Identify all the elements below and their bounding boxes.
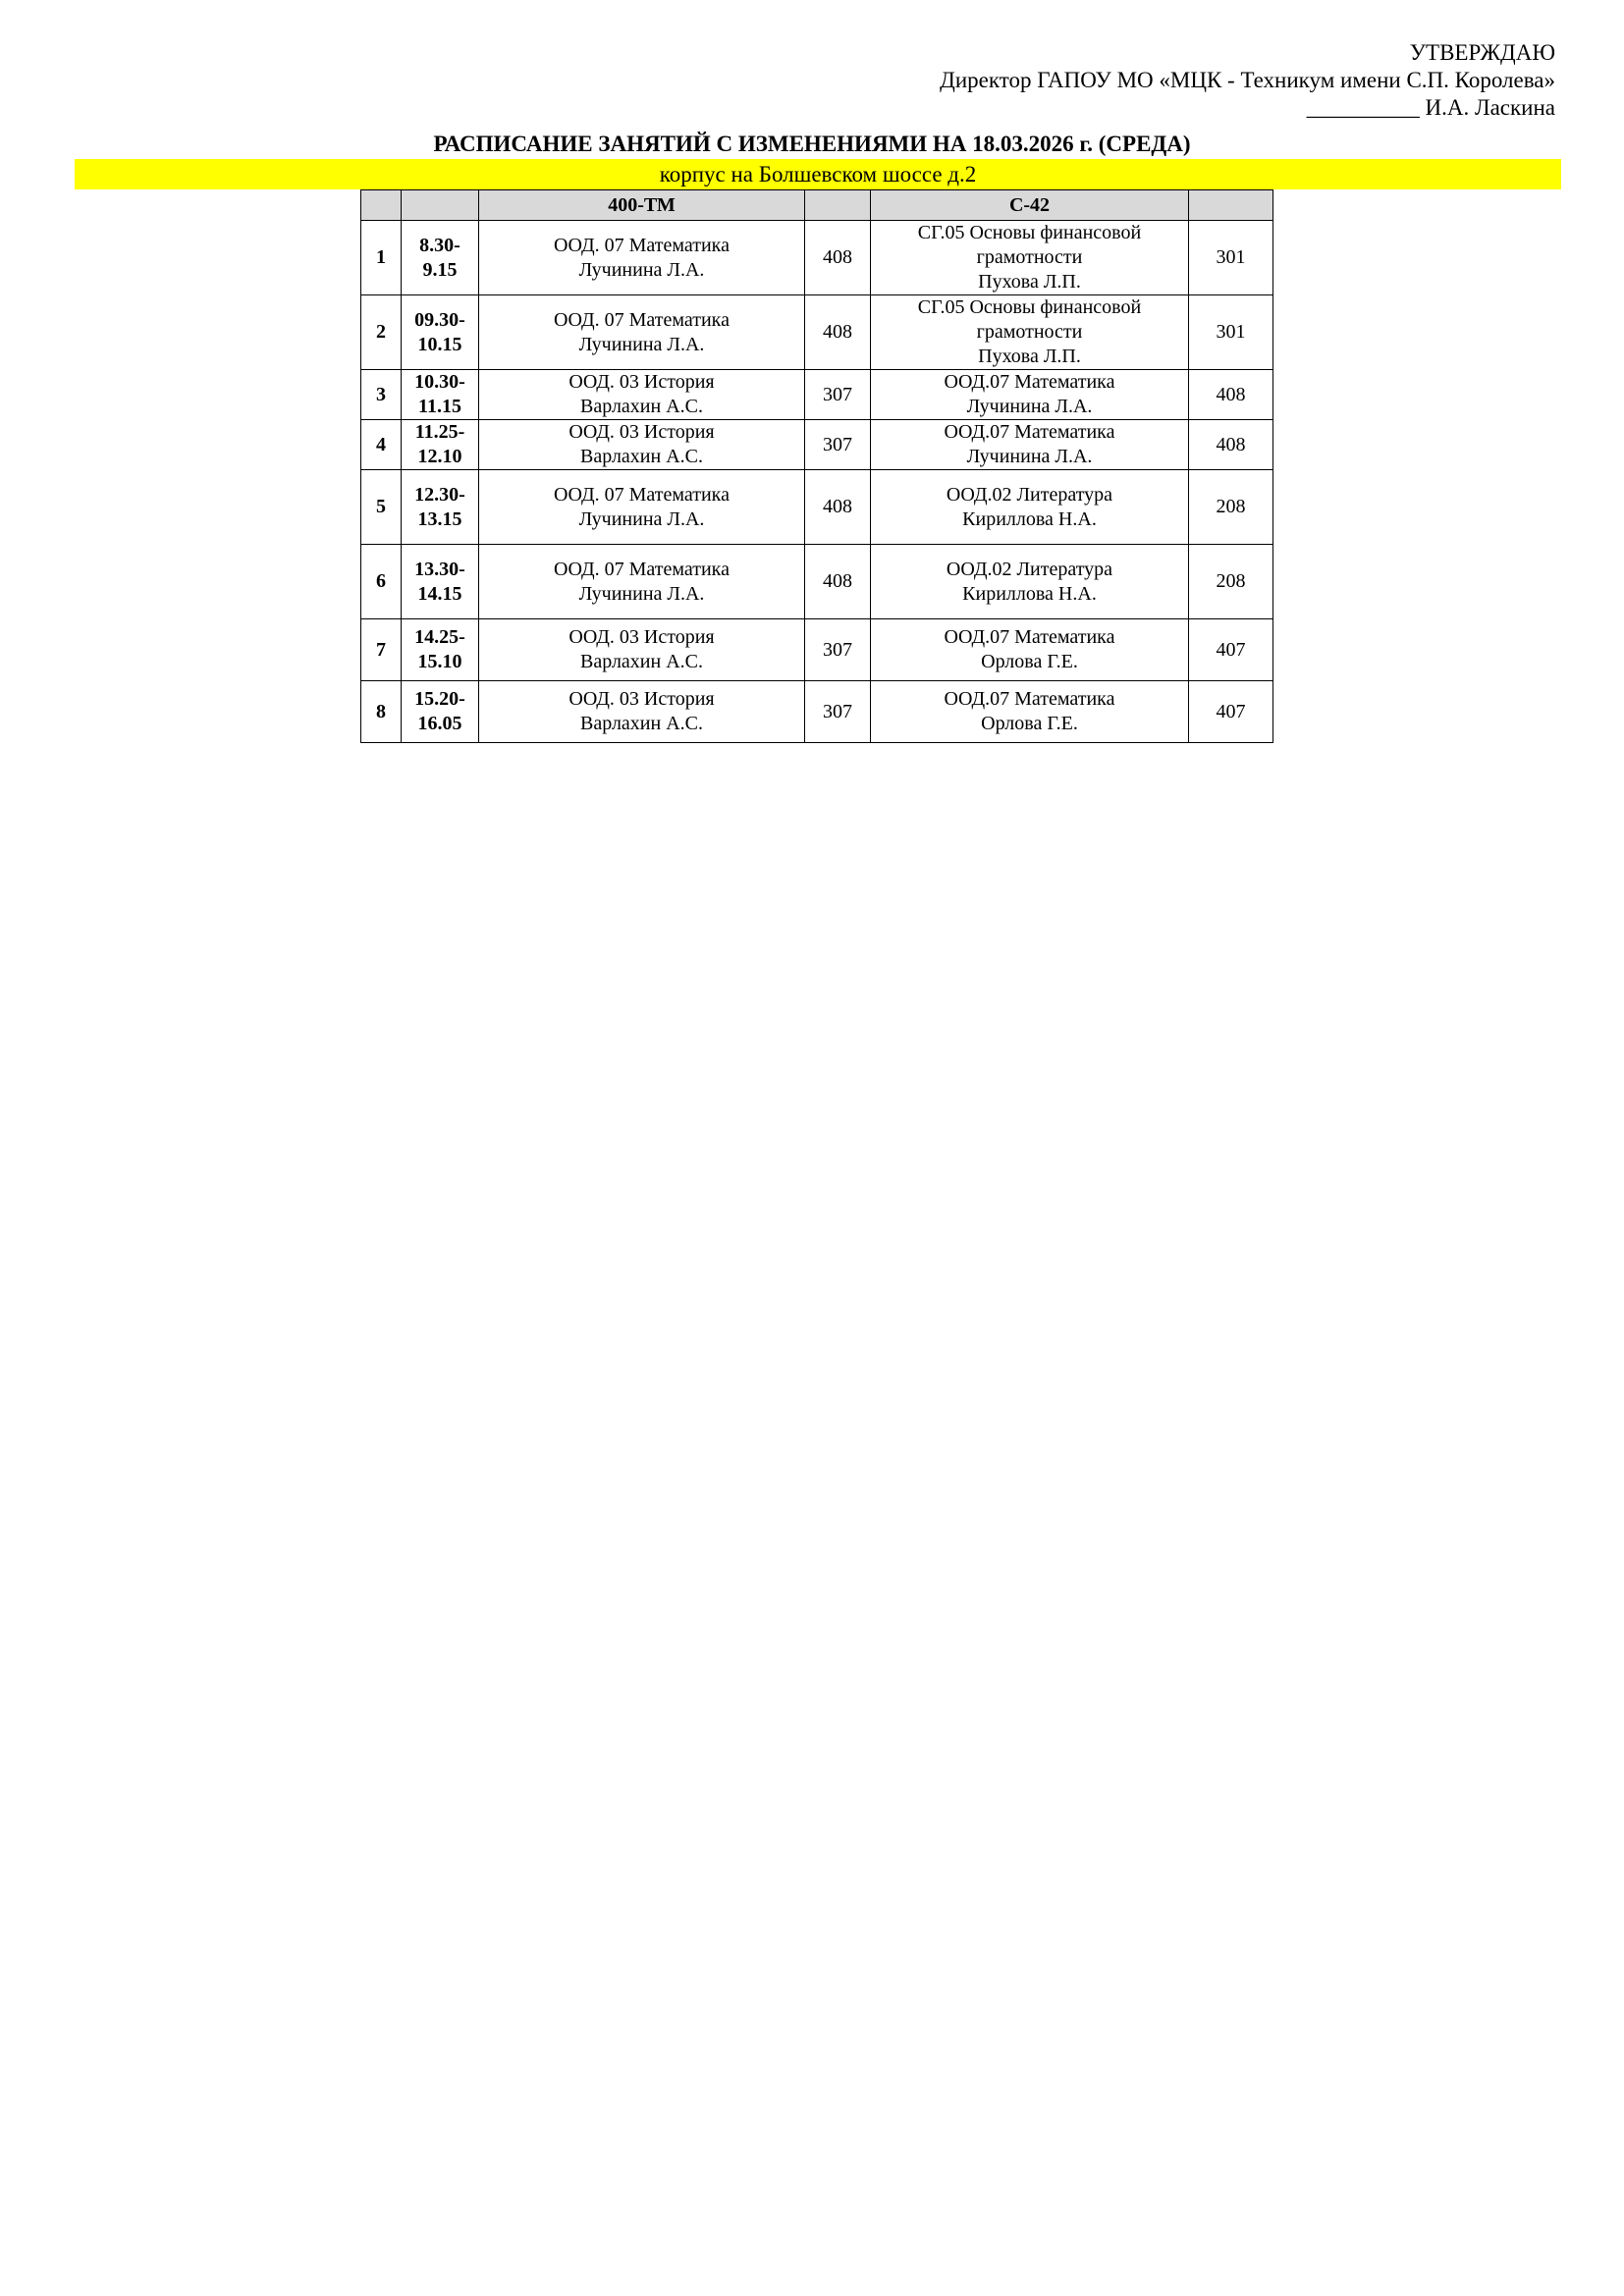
lesson-time-text: 15.20-	[414, 688, 465, 710]
lesson-number	[361, 370, 402, 420]
lesson-time-text: 8.30-	[419, 234, 460, 256]
lesson-number	[361, 681, 402, 743]
group-400tm-lesson-text: ООД. 07 Математика	[554, 308, 730, 331]
group-400tm-lesson-text: ООД. 03 История	[568, 688, 715, 710]
group-c42-lesson-text: Пухова Л.П.	[978, 346, 1081, 367]
table-header-row	[361, 190, 1273, 221]
group-400tm-room	[805, 470, 871, 545]
group-400tm-lesson-text: Варлахин А.С.	[580, 713, 703, 734]
group-400tm-room	[805, 295, 871, 370]
group-400tm-lesson	[479, 681, 805, 743]
table-row	[361, 370, 1273, 420]
group-400tm-room	[805, 221, 871, 295]
lesson-time-text: 13.30-	[414, 558, 465, 580]
lesson-time	[402, 221, 479, 295]
group-c42-lesson-text: Орлова Г.Е.	[981, 651, 1078, 672]
group-c42-lesson-text: Орлова Г.Е.	[981, 713, 1078, 734]
group-400tm-lesson	[479, 370, 805, 420]
group-c42-lesson-text: ООД.02 Литература	[946, 558, 1113, 580]
group-c42-room	[1189, 295, 1273, 370]
group-c42-lesson-text: грамотности	[976, 246, 1083, 268]
group-c42-room-text: 407	[1216, 700, 1246, 722]
group-400tm-lesson-text: ООД. 03 История	[568, 421, 715, 443]
group-c42-lesson	[871, 681, 1189, 743]
group-c42-room	[1189, 370, 1273, 420]
table-row	[361, 619, 1273, 681]
approval-signature: __________ И.А. Ласкина	[1306, 95, 1555, 120]
lesson-time-text: 10.30-	[414, 371, 465, 393]
lesson-number-text: 2	[376, 321, 386, 343]
lesson-number-text: 1	[376, 246, 386, 268]
group-c42-lesson-text: Лучинина Л.А.	[966, 446, 1093, 467]
lesson-number-text: 8	[376, 700, 386, 722]
group-c42-room-text: 208	[1216, 496, 1246, 517]
group-c42-lesson	[871, 420, 1189, 470]
table-row	[361, 681, 1273, 743]
lesson-time-text: 12.30-	[414, 483, 465, 506]
group-400tm-room	[805, 420, 871, 470]
group-c42-lesson-text: ООД.07 Математика	[944, 626, 1115, 648]
group-c42-lesson-text: Кириллова Н.А.	[962, 507, 1097, 530]
group-c42-lesson-text: Лучинина Л.А.	[966, 396, 1093, 417]
group-400tm-room	[805, 545, 871, 619]
table-row	[361, 545, 1273, 619]
lesson-number-text: 6	[376, 570, 386, 592]
group-400tm-lesson	[479, 470, 805, 545]
group-c42-lesson	[871, 545, 1189, 619]
lesson-number-text: 7	[376, 638, 386, 661]
approval-block	[940, 39, 1555, 122]
header-room-cell	[1189, 190, 1273, 221]
group-400tm-lesson-text: ООД. 03 История	[568, 626, 715, 648]
lesson-time	[402, 545, 479, 619]
group-c42-room	[1189, 619, 1273, 681]
group-c42-lesson	[871, 470, 1189, 545]
table-row	[361, 420, 1273, 470]
header-group-c42: С-42	[871, 190, 1189, 221]
lesson-time-text: 12.10	[417, 446, 462, 467]
group-c42-lesson	[871, 370, 1189, 420]
lesson-time	[402, 295, 479, 370]
group-400tm-lesson-text: Лучинина Л.А.	[578, 582, 705, 605]
lesson-time-text: 11.15	[418, 396, 461, 417]
group-400tm-lesson-text: ООД. 07 Математика	[554, 234, 730, 256]
group-400tm-room	[805, 370, 871, 420]
header-number-cell	[361, 190, 402, 221]
lesson-time-text: 09.30-	[414, 308, 465, 331]
group-c42-lesson-text: СГ.05 Основы финансовой	[917, 296, 1142, 318]
lesson-number	[361, 221, 402, 295]
group-400tm-room-text: 307	[823, 700, 852, 722]
group-400tm-room-text: 408	[823, 570, 852, 592]
group-400tm-lesson	[479, 619, 805, 681]
lesson-time-text: 11.25-	[414, 421, 465, 443]
group-c42-room-text: 208	[1216, 570, 1246, 592]
lesson-time-text: 14.15	[417, 582, 462, 605]
group-400tm-room-text: 307	[823, 638, 852, 661]
group-c42-lesson-text: грамотности	[976, 321, 1083, 343]
group-400tm-room-text: 307	[823, 383, 852, 405]
header-group-400tm: 400-ТМ	[479, 190, 805, 221]
table-row	[361, 221, 1273, 295]
lesson-time-text: 9.15	[422, 258, 458, 281]
lesson-number	[361, 619, 402, 681]
group-400tm-lesson-text: Варлахин А.С.	[580, 396, 703, 417]
lesson-time-text: 15.10	[417, 651, 462, 672]
group-400tm-lesson-text: Варлахин А.С.	[580, 446, 703, 467]
group-400tm-lesson-text: Лучинина Л.А.	[578, 258, 705, 281]
lesson-number-text: 5	[376, 496, 386, 517]
group-400tm-room	[805, 681, 871, 743]
lesson-time	[402, 420, 479, 470]
lesson-time	[402, 470, 479, 545]
page-title: РАСПИСАНИЕ ЗАНЯТИЙ С ИЗМЕНЕНИЯМИ НА 18.03.2026 г. (СРЕДА)	[433, 132, 1191, 156]
group-400tm-lesson	[479, 295, 805, 370]
group-400tm-room-text: 307	[823, 433, 852, 455]
lesson-time-text: 13.15	[417, 507, 462, 530]
lesson-number	[361, 295, 402, 370]
lesson-number-text: 3	[376, 383, 386, 405]
group-c42-room-text: 408	[1216, 433, 1246, 455]
group-c42-room	[1189, 545, 1273, 619]
schedule-table	[360, 189, 1273, 743]
group-400tm-room-text: 408	[823, 496, 852, 517]
lesson-number-text: 4	[376, 433, 386, 455]
lesson-number	[361, 420, 402, 470]
group-c42-lesson-text: ООД.07 Математика	[944, 421, 1115, 443]
approval-director: Директор ГАПОУ МО «МЦК - Техникум имени С.П. Королева»	[940, 68, 1555, 92]
lesson-time	[402, 619, 479, 681]
lesson-time-text: 14.25-	[414, 626, 465, 648]
lesson-time-text: 16.05	[417, 713, 462, 734]
table-row	[361, 295, 1273, 370]
group-c42-room-text: 407	[1216, 638, 1246, 661]
group-c42-room	[1189, 681, 1273, 743]
building-banner: корпус на Болшевском шоссе д.2	[75, 159, 1561, 189]
group-c42-room	[1189, 420, 1273, 470]
header-room-cell	[805, 190, 871, 221]
group-c42-lesson	[871, 221, 1189, 295]
lesson-time	[402, 370, 479, 420]
group-400tm-lesson-text: Лучинина Л.А.	[578, 333, 705, 355]
group-c42-lesson-text: Кириллова Н.А.	[962, 582, 1097, 605]
header-time-cell	[402, 190, 479, 221]
group-400tm-room-text: 408	[823, 246, 852, 268]
group-c42-room	[1189, 221, 1273, 295]
group-400tm-lesson	[479, 420, 805, 470]
group-c42-lesson-text: Пухова Л.П.	[978, 271, 1081, 293]
group-400tm-room-text: 408	[823, 321, 852, 343]
group-400tm-lesson	[479, 545, 805, 619]
group-c42-room-text: 301	[1216, 246, 1246, 268]
lesson-number	[361, 545, 402, 619]
group-c42-lesson-text: ООД.07 Математика	[944, 371, 1115, 393]
group-c42-lesson-text: ООД.07 Математика	[944, 688, 1115, 710]
group-400tm-lesson-text: Лучинина Л.А.	[578, 507, 705, 530]
group-c42-room	[1189, 470, 1273, 545]
group-c42-lesson-text: СГ.05 Основы финансовой	[917, 222, 1142, 243]
group-400tm-lesson	[479, 221, 805, 295]
table-row	[361, 470, 1273, 545]
group-400tm-lesson-text: ООД. 03 История	[568, 371, 715, 393]
group-400tm-room	[805, 619, 871, 681]
group-400tm-lesson-text: ООД. 07 Математика	[554, 483, 730, 506]
lesson-time-text: 10.15	[417, 333, 462, 355]
group-c42-room-text: 408	[1216, 383, 1246, 405]
group-400tm-lesson-text: Варлахин А.С.	[580, 651, 703, 672]
group-c42-lesson	[871, 295, 1189, 370]
group-400tm-lesson-text: ООД. 07 Математика	[554, 558, 730, 580]
group-c42-lesson	[871, 619, 1189, 681]
lesson-number	[361, 470, 402, 545]
group-c42-lesson-text: ООД.02 Литература	[946, 483, 1113, 506]
approval-heading: УТВЕРЖДАЮ	[1409, 40, 1555, 65]
group-c42-room-text: 301	[1216, 321, 1246, 343]
lesson-time	[402, 681, 479, 743]
